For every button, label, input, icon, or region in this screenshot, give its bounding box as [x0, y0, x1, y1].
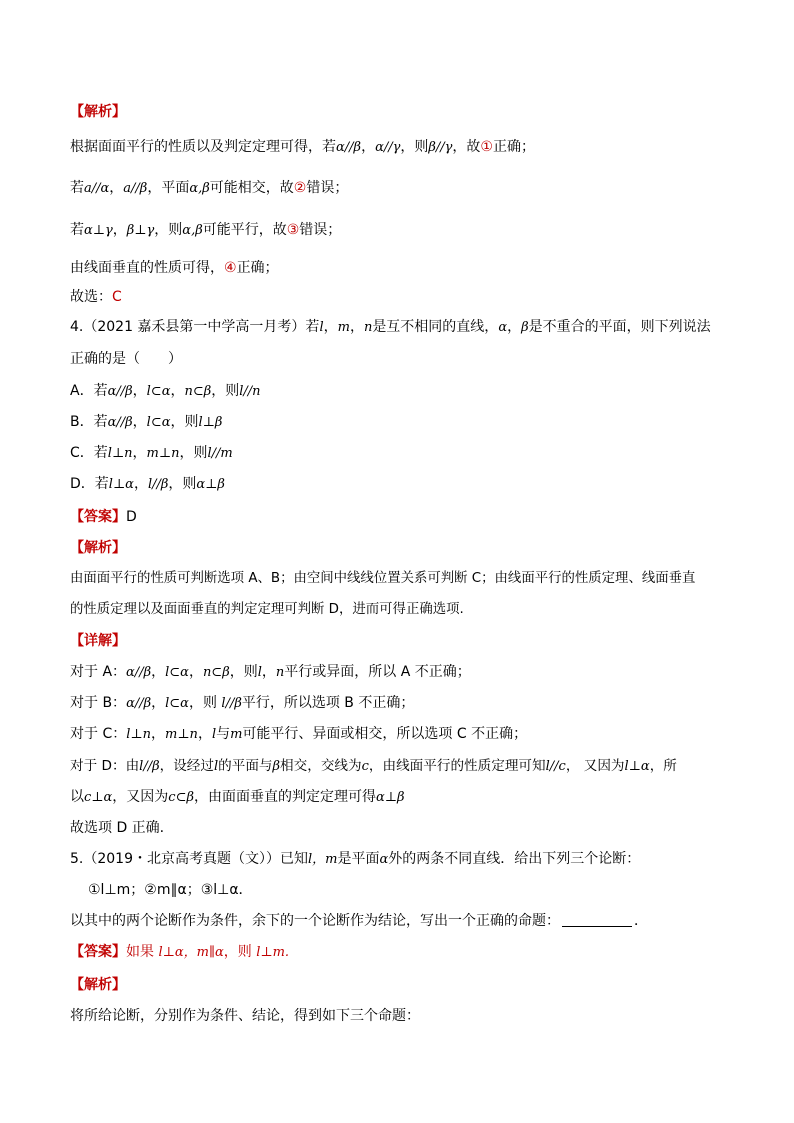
question-5-conditions: ①l⊥m；②m∥α；③l⊥α．	[88, 882, 253, 898]
option-d: D．若l⊥α，l//β，则α⊥β	[70, 476, 225, 492]
detail-a: 对于 A：α//β，l⊂α，n⊂β，则l，n平行或异面，所以 A 不正确；	[70, 664, 471, 680]
choice-line: 故选：C	[70, 289, 122, 305]
analysis-2-line-2: 的性质定理以及面面垂直的判定定理可判断 D，进而可得正确选项.	[70, 602, 464, 617]
option-a: A．若α//β，l⊂α，n⊂β，则l//n	[70, 383, 261, 399]
analysis-line-4: 由线面垂直的性质可得，④正确；	[70, 260, 279, 276]
question-5-prompt: 以其中的两个论断作为条件，余下的一个论断作为结论，写出一个正确的命题： ．	[70, 913, 648, 929]
question-4-line-1: 4.（2021 嘉禾县第一中学高一月考）若l，m，n是互不相同的直线，α，β是不重合的平面，则下列说法	[70, 319, 711, 335]
final-line: 将所给论断，分别作为条件、结论，得到如下三个命题：	[70, 1008, 420, 1024]
option-c: C．若l⊥n，m⊥n，则l//m	[70, 445, 233, 461]
detail-conclusion: 故选项 D 正确.	[70, 820, 165, 836]
option-b: B．若α//β，l⊂α，则l⊥β	[70, 414, 223, 430]
detail-d-line-1: 对于 D：由l//β，设经过l的平面与β相交，交线为c，由线面平行的性质定理可知l//c， 又因为l⊥α，所	[70, 758, 677, 774]
analysis-line-3: 若α⊥γ，β⊥γ，则α,β可能平行，故③错误；	[70, 222, 342, 238]
analysis-line-2: 若a//α，a//β，平面α,β可能相交，故②错误；	[70, 180, 349, 196]
detail-d-line-2: 以c⊥α，又因为c⊂β，由面面垂直的判定定理可得α⊥β	[70, 789, 405, 805]
question-5-line-1: 5.（2019・北京高考真题（文））已知l，m是平面α外的两条不同直线．给出下列三个论断：	[70, 851, 641, 867]
analysis-heading-2: 【解析】	[70, 540, 126, 556]
detail-b: 对于 B：α//β，l⊂α，则 l//β平行，所以选项 B 不正确；	[70, 695, 415, 711]
analysis-2-line-1: 由面面平行的性质可判断选项 A、B；由空间中线线位置关系可判断 C；由线面平行的性质定理、线面垂直	[70, 571, 696, 586]
analysis-heading: 【解析】	[70, 104, 126, 120]
detail-c: 对于 C：l⊥n，m⊥n，l与m可能平行、异面或相交，所以选项 C 不正确；	[70, 726, 528, 742]
answer-line-2: 【答案】如果 l⊥α，m∥α，则 l⊥m.	[70, 944, 290, 960]
question-4-line-2: 正确的是（ ）	[70, 351, 182, 367]
detail-heading: 【详解】	[70, 633, 126, 649]
analysis-heading-3: 【解析】	[70, 977, 126, 993]
answer-blank	[562, 912, 632, 927]
answer-line: 【答案】D	[70, 509, 137, 525]
analysis-line-1: 根据面面平行的性质以及判定定理可得，若α//β，α//γ，则β//γ，故①正确；	[70, 139, 535, 155]
